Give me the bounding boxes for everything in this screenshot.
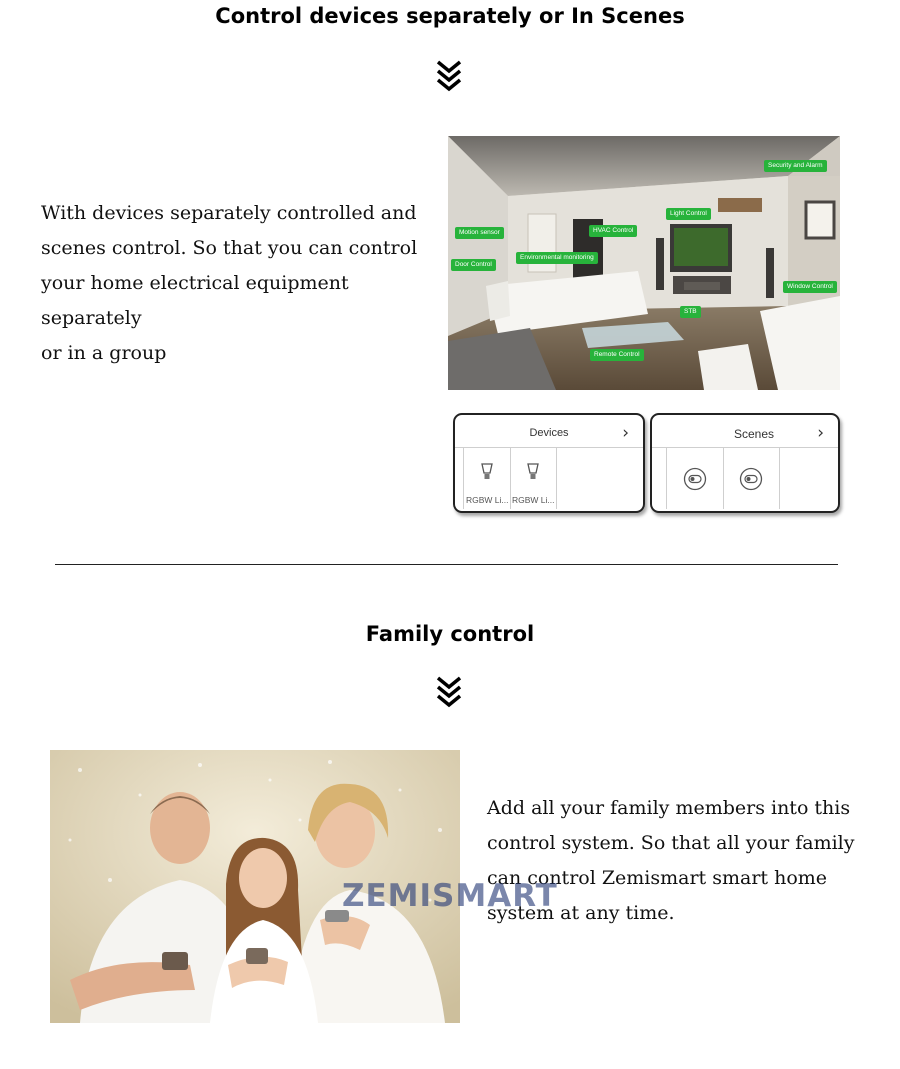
light-bulb-icon [480, 462, 494, 482]
double-chevron-down-icon [434, 674, 464, 710]
devices-panel-title: Devices [529, 427, 569, 439]
chevron-right-icon[interactable]: › [622, 423, 629, 443]
tag-light-control: Light Control [666, 208, 711, 220]
tag-remote-control: Remote Control [590, 349, 644, 361]
scenes-description [41, 196, 441, 371]
device-tile[interactable] [510, 448, 557, 509]
description-line: Add all your family members into this [487, 797, 851, 819]
light-bulb-icon [526, 462, 540, 482]
double-chevron-down-icon [434, 58, 464, 94]
devices-panel[interactable] [453, 413, 645, 513]
scene-tile[interactable] [723, 448, 780, 509]
description-line: With devices separately controlled and [41, 202, 417, 224]
chevron-right-icon[interactable]: › [817, 423, 824, 443]
device-label: RGBW Li... [466, 495, 509, 505]
tag-security-alarm: Security and Alarm [764, 160, 827, 172]
section-title-scenes: Control devices separately or In Scenes [215, 4, 685, 28]
scene-toggle-icon [739, 467, 763, 491]
scenes-panel-title: Scenes [733, 427, 775, 441]
tag-window-control: Window Control [783, 281, 837, 293]
section-title-family: Family control [365, 622, 535, 646]
description-line: scenes control. So that you can control [41, 237, 418, 259]
tag-hvac-control: HVAC Control [589, 225, 637, 237]
scene-toggle-icon [683, 467, 707, 491]
description-line: system at any time. [487, 902, 675, 924]
brand-watermark: ZEMISMART [342, 878, 558, 914]
tag-stb: STB [680, 306, 701, 318]
description-line: can control Zemismart smart home [487, 867, 828, 889]
device-tile[interactable] [463, 448, 511, 509]
scene-tile[interactable] [666, 448, 724, 509]
description-line: your home electrical equipment separately [41, 272, 349, 329]
tag-environmental-monitoring: Environmental monitoring [516, 252, 598, 264]
description-line: control system. So that all your family [487, 832, 855, 854]
tag-door-control: Door Control [451, 259, 496, 271]
section-divider [55, 564, 838, 565]
tag-motion-sensor: Motion sensor [455, 227, 504, 239]
device-label: RGBW Li... [512, 495, 555, 505]
description-line: or in a group [41, 342, 167, 364]
smart-living-room-image [448, 136, 840, 390]
scenes-panel[interactable] [650, 413, 840, 513]
